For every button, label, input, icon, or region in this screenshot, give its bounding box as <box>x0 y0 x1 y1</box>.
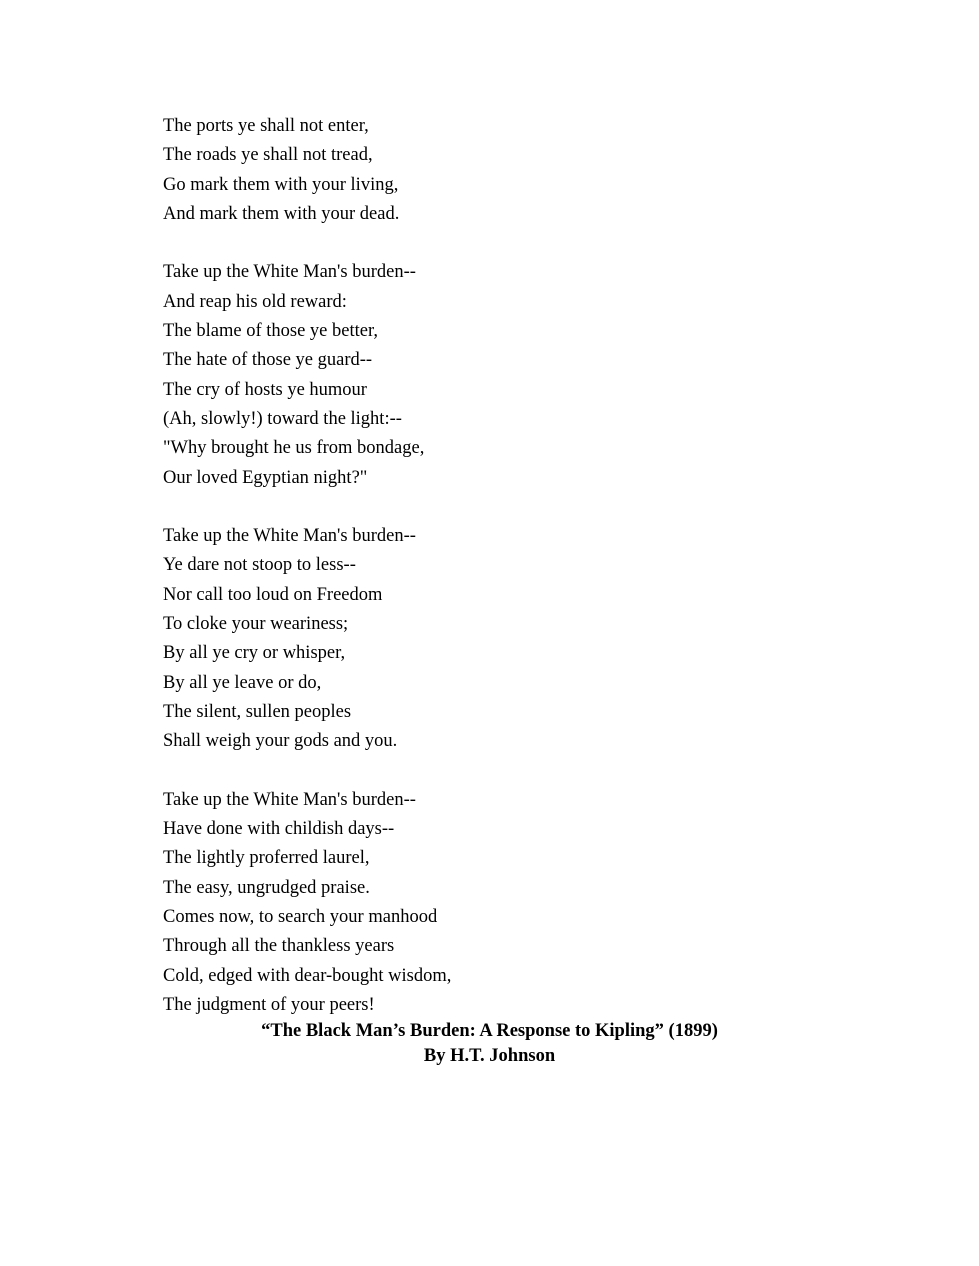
poem-line: The ports ye shall not enter, <box>163 116 369 136</box>
poem-line: The hate of those ye guard-- <box>163 350 373 371</box>
poem-line: And reap his old reward: <box>163 291 347 312</box>
poem-line: Cold, edged with dear-bought wisdom, <box>163 965 452 986</box>
poem-line: Nor call too loud on Freedom <box>163 584 383 605</box>
poem-line: Shall weigh your gods and you. <box>163 731 398 752</box>
stanza-3 <box>163 522 763 756</box>
poem-line: By all ye leave or do, <box>163 672 322 693</box>
poem-line: By all ye cry or whisper, <box>163 643 346 664</box>
poem-line: The easy, ungrudged praise. <box>163 877 370 898</box>
stanza-1 <box>163 112 763 229</box>
poem-line: And mark them with your dead. <box>163 203 400 224</box>
poem-line: Through all the thankless years <box>163 936 395 957</box>
poem-author: By H.T. Johnson <box>423 1046 556 1066</box>
poem-line: The cry of hosts ye humour <box>163 379 367 400</box>
poem-line: The blame of those ye better, <box>163 321 379 342</box>
poem-line: Take up the White Man's burden-- <box>163 526 416 547</box>
poem-line: Go mark them with your living, <box>163 174 399 195</box>
poem-line: Take up the White Man's burden-- <box>163 789 416 810</box>
poem-line: Ye dare not stoop to less-- <box>163 555 356 576</box>
poem-line: The judgment of your peers! <box>163 994 375 1015</box>
stanza-2 <box>163 258 763 492</box>
poem-line: To cloke your weariness; <box>163 614 349 635</box>
poem-line: The roads ye shall not tread, <box>163 145 373 166</box>
poem-line: Our loved Egyptian night?" <box>163 467 368 488</box>
poem-line: Have done with childish days-- <box>163 819 395 840</box>
poem-line: Take up the White Man's burden-- <box>163 262 416 283</box>
poem-line: The silent, sullen peoples <box>163 701 352 722</box>
poem-line: Comes now, to search your manhood <box>163 907 438 928</box>
poem-line: (Ah, slowly!) toward the light:-- <box>163 408 402 429</box>
stanza-4 <box>163 786 763 1020</box>
poem-text <box>163 112 763 1020</box>
poem-line: The lightly proferred laurel, <box>163 848 370 869</box>
poem-title: “The Black Man’s Burden: A Response to Kipling” (1899) <box>261 1021 718 1041</box>
poem-line: "Why brought he us from bondage, <box>163 438 425 459</box>
